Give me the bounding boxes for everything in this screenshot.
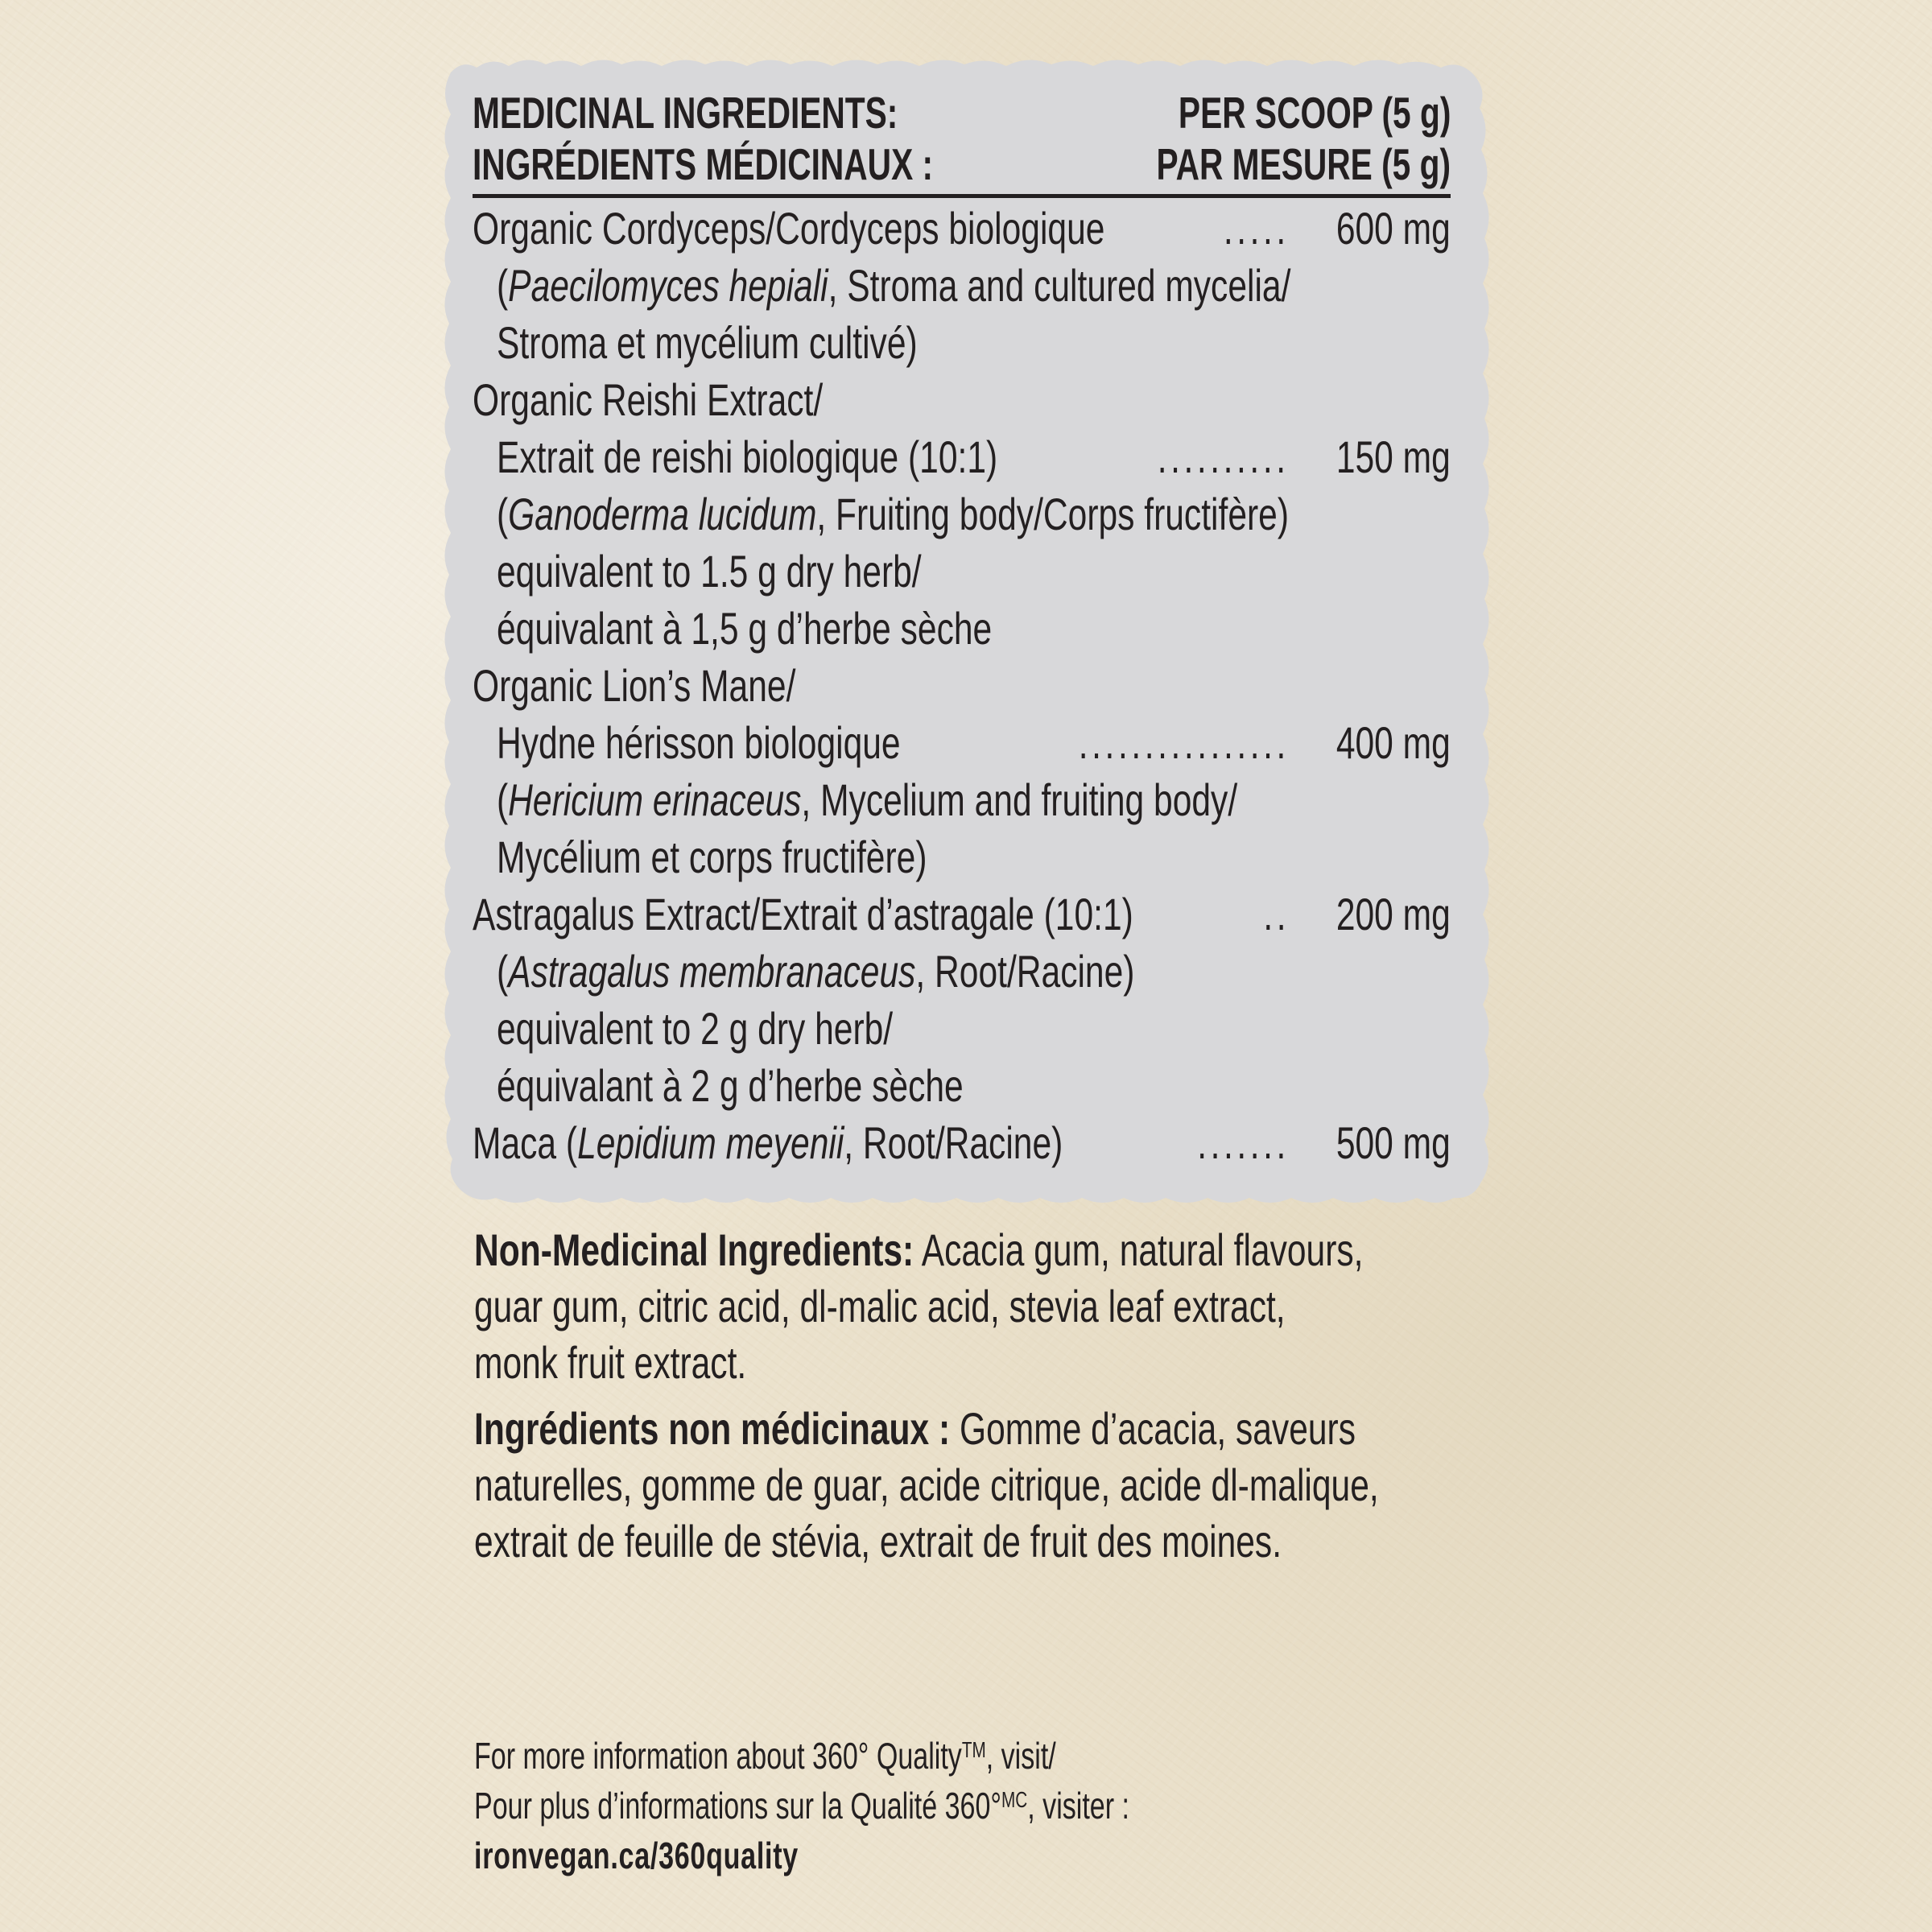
ingredient-detail: Stroma et mycélium cultivé) <box>497 317 918 368</box>
latin-name: Paecilomyces hepiali <box>508 260 828 311</box>
ingredient-row <box>473 714 1451 771</box>
medicinal-ingredients-heading: MEDICINAL INGREDIENTS: <box>473 88 898 138</box>
ingredient-detail-row <box>473 600 1451 657</box>
ingredient-row <box>473 657 1451 714</box>
ingredient-detail-row <box>473 1057 1451 1114</box>
ingredient-row <box>473 428 1451 485</box>
ingredient-detail: equivalent to 1.5 g dry herb/ <box>497 546 922 597</box>
non-medicinal-label: Ingrédients non médicinaux : <box>474 1403 951 1454</box>
medicinal-ingredients-table <box>473 87 1451 1171</box>
header-divider <box>473 194 1451 198</box>
leader-dots: .......... <box>1158 431 1290 482</box>
latin-name: Lepidium meyenii <box>577 1117 844 1168</box>
latin-name: Astragalus membranaceus <box>508 946 916 997</box>
ingredient-amount: 150 mg <box>1336 431 1451 482</box>
ingredient-name: Maca (Lepidium meyenii, Root/Racine) <box>473 1117 1063 1168</box>
ingredient-name: Astragalus Extract/Extrait d’astragale (10:1) <box>473 889 1133 939</box>
ingredient-detail-row <box>473 1000 1451 1057</box>
leader-dots: ................ <box>1078 717 1290 768</box>
ingredient-detail-row <box>473 943 1451 1000</box>
ingredient-detail-row <box>473 828 1451 886</box>
leader-dots: ..... <box>1224 203 1290 254</box>
ingredient-row <box>473 371 1451 428</box>
trademark-mark: MC <box>1001 1787 1028 1812</box>
footer-line-french: Pour plus d’informations sur la Qualité 360°$^{MC}$, visiter : <box>474 1785 1129 1827</box>
non-medicinal-text: extrait de feuille de stévia, extrait de fruit des moines. <box>474 1516 1282 1567</box>
non-medicinal-french <box>474 1401 1641 1570</box>
ingredient-amount: 500 mg <box>1336 1117 1451 1168</box>
ingredient-amount: 400 mg <box>1336 717 1451 768</box>
footer-line-english: For more information about 360° Quality™, visit/ <box>474 1735 1056 1777</box>
ingredient-row <box>473 200 1451 257</box>
ingredient-detail-row <box>473 543 1451 600</box>
latin-name: Ganoderma lucidum <box>508 489 817 539</box>
ingredient-detail-row <box>473 314 1451 371</box>
ingredient-detail: (Paecilomyces hepiali, Stroma and cultured mycelia/ <box>497 260 1291 311</box>
ingredients-medicinaux-heading: INGRÉDIENTS MÉDICINAUX : <box>473 139 934 189</box>
non-medicinal-text: Acacia gum, natural flavours, <box>914 1224 1364 1275</box>
non-medicinal-text: guar gum, citric acid, dl-malic acid, stevia leaf extract, <box>474 1281 1286 1331</box>
latin-name: Hericium erinaceus <box>508 774 802 825</box>
header-row-french <box>473 138 1451 190</box>
ingredient-detail: (Hericium erinaceus, Mycelium and fruiting body/ <box>497 774 1238 825</box>
ingredient-name: Hydne hérisson biologique <box>497 717 901 768</box>
non-medicinal-text: naturelles, gomme de guar, acide citrique, acide dl-malique, <box>474 1459 1379 1510</box>
ingredient-amount: 200 mg <box>1336 889 1451 939</box>
quality-footer <box>474 1731 1360 1880</box>
ingredient-detail: Mycélium et corps fructifère) <box>497 832 927 882</box>
ingredient-name: Extrait de reishi biologique (10:1) <box>497 431 998 482</box>
ingredient-row <box>473 1114 1451 1171</box>
ingredient-detail-row <box>473 257 1451 314</box>
ingredient-detail: équivalant à 2 g d’herbe sèche <box>497 1060 964 1111</box>
ingredient-detail: equivalent to 2 g dry herb/ <box>497 1003 894 1054</box>
ingredient-detail: (Astragalus membranaceus, Root/Racine) <box>497 946 1135 997</box>
ingredient-name: Organic Lion’s Mane/ <box>473 660 796 711</box>
quality-url-link[interactable]: ironvegan.ca/360quality <box>474 1835 799 1876</box>
non-medicinal-english <box>474 1222 1641 1391</box>
ingredient-detail-row <box>473 771 1451 828</box>
ingredient-detail: (Ganoderma lucidum, Fruiting body/Corps fructifère) <box>497 489 1290 539</box>
non-medicinal-label: Non-Medicinal Ingredients: <box>474 1224 914 1275</box>
header-row-english <box>473 87 1451 138</box>
ingredient-name: Organic Cordyceps/Cordyceps biologique <box>473 203 1105 254</box>
non-medicinal-text: monk fruit extract. <box>474 1337 747 1388</box>
leader-dots: .. <box>1263 889 1290 939</box>
trademark-mark: TM <box>961 1737 986 1762</box>
per-scoop-heading: PER SCOOP (5 g) <box>1178 88 1451 138</box>
ingredient-name: Organic Reishi Extract/ <box>473 374 824 425</box>
par-mesure-heading: PAR MESURE (5 g) <box>1156 139 1451 189</box>
ingredient-detail-row <box>473 485 1451 543</box>
non-medicinal-text: Gomme d’acacia, saveurs <box>950 1403 1356 1454</box>
ingredient-amount: 600 mg <box>1336 203 1451 254</box>
ingredient-detail: équivalant à 1,5 g d’herbe sèche <box>497 603 993 654</box>
ingredient-row <box>473 886 1451 943</box>
leader-dots: ....... <box>1197 1117 1290 1168</box>
